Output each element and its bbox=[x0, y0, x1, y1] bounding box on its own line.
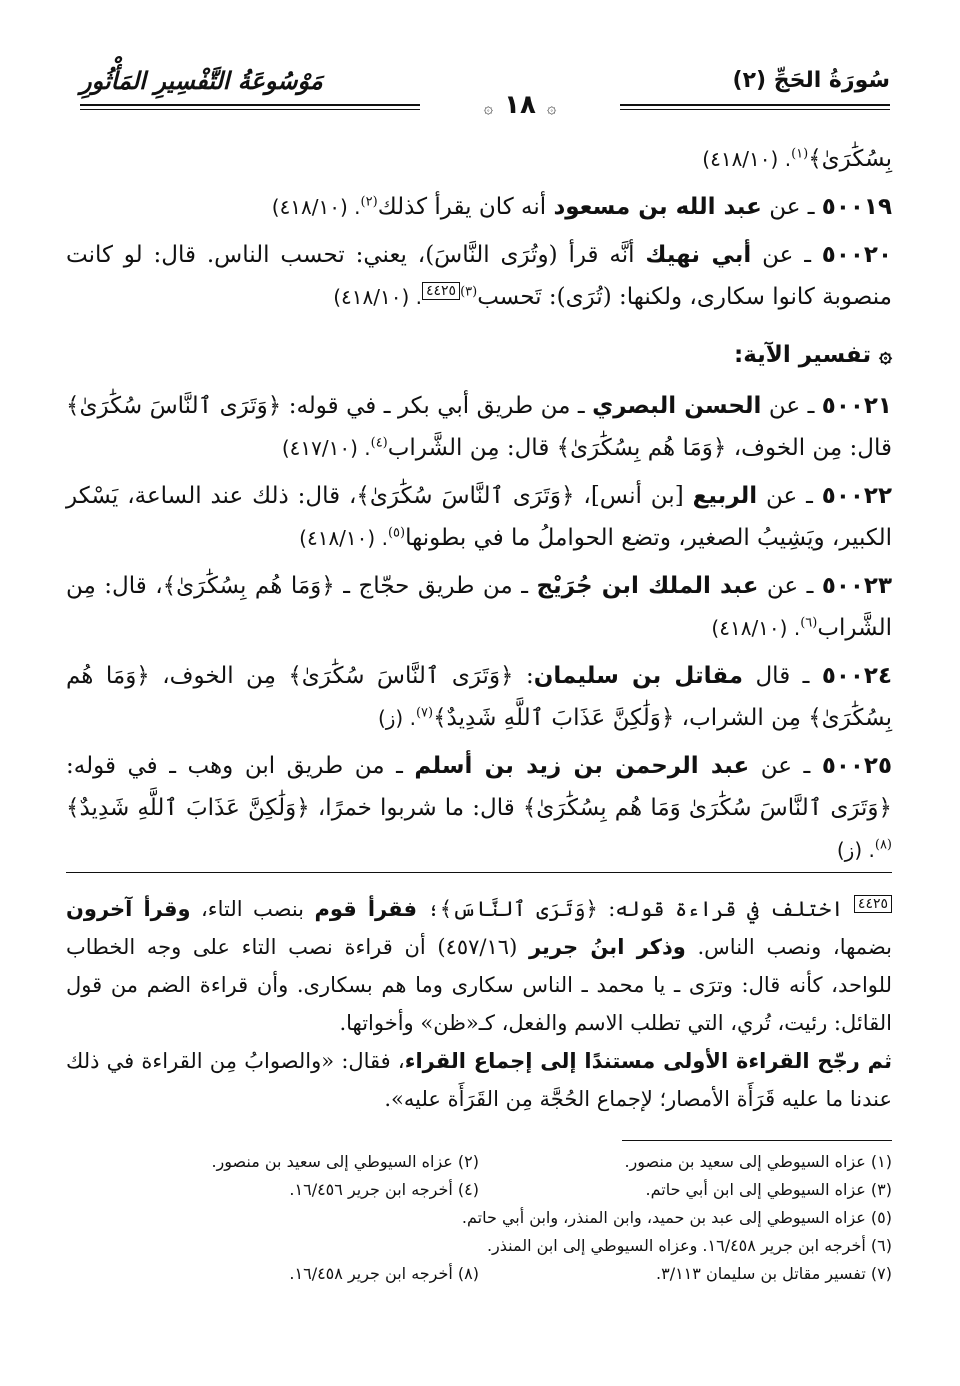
narration-50020 bbox=[66, 234, 892, 318]
divider bbox=[66, 872, 892, 873]
narration-text: أنه كان يقرأ كذلك bbox=[377, 194, 554, 220]
narration-text: ـ من طريق أبي بكر ـ في قوله: ﴿وَتَرَى ٱلنَّاسَ سُكَٰرَىٰ﴾ قال: مِن الخوف، ﴿وَمَا هُم بِسُكَٰرَىٰ﴾ قال: مِن الشَّراب bbox=[66, 393, 892, 461]
narrator-name: مقاتل بن سليمان bbox=[533, 663, 744, 689]
footnote-marker: (٧) bbox=[415, 705, 434, 721]
volume-reference: . (٤١٨/١٠) bbox=[702, 147, 792, 171]
footnote-divider bbox=[622, 1140, 892, 1141]
page-header bbox=[80, 62, 890, 122]
narrator-name: عبد الله بن مسعود bbox=[553, 194, 762, 220]
narrator-name: عبد الرحمن بن زيد بن أسلم bbox=[414, 753, 750, 779]
narration-50024 bbox=[66, 655, 892, 739]
volume-reference: . (٤١٨/١٠) bbox=[333, 285, 422, 309]
footnote-row bbox=[66, 1176, 892, 1204]
narration-lead: ـ عن bbox=[751, 242, 822, 268]
footnotes bbox=[66, 1148, 892, 1288]
narration-50022 bbox=[66, 475, 892, 559]
ornament-icon: ۞ bbox=[879, 343, 892, 368]
note-text: (٤٥٧/١٦) أن قراءة نصب التاء على وجه الخطاب للواحد، كأنه قال: وترَى ـ يا محمد ـ الناس سكارى وما هم بسكارى. وأن قراءة الضم من قول القائل: رئيت، تُري، التي تطلب الاسم والفعل، كـ«ظن» وأخواتها. bbox=[66, 935, 892, 1035]
narration-text: ـ من طريق حجّاج ـ ﴿وَمَا هُم بِسُكَٰرَىٰ﴾، قال: مِن الشَّراب bbox=[66, 573, 892, 641]
volume-reference: . (٤١٨/١٠) bbox=[271, 195, 361, 219]
narration-number: ٥٠٠٢٢ bbox=[821, 483, 892, 509]
footnote-8: (٨) أخرجه ابن جرير ١٦/٤٥٨. bbox=[289, 1264, 479, 1283]
narration-lead: ـ قال bbox=[743, 663, 822, 689]
narration-number: ٥٠٠٢٥ bbox=[821, 753, 893, 779]
narration-lead: ـ عن bbox=[757, 483, 822, 509]
narration-number: ٥٠٠٢٠ bbox=[821, 242, 892, 268]
note-box-marker[interactable]: ٤٤٢٥ bbox=[422, 282, 460, 300]
narrator-name: الربيع bbox=[692, 483, 758, 509]
footnote-row bbox=[66, 1148, 892, 1176]
footnote-marker: (٢) bbox=[360, 194, 378, 210]
footnote-2: (٢) عزاه السيوطي إلى سعيد بن منصور. bbox=[211, 1152, 479, 1171]
footnote-5: (٥) عزاه السيوطي إلى عبد بن حميد، وابن المنذر، وابن أبي حاتم. bbox=[461, 1208, 892, 1227]
footnote-marker: (١) bbox=[791, 146, 809, 162]
narrator-name: الحسن البصري bbox=[592, 393, 762, 419]
volume-reference: . (٤١٨/١٠) bbox=[711, 616, 801, 640]
footnote-marker: (٤) bbox=[370, 435, 388, 451]
book-title: مَوْسُوعَةُ التَّفْسِيرِ المَأْثُورِ bbox=[80, 66, 323, 95]
volume-reference: . (ز) bbox=[836, 838, 875, 862]
footnote-marker: (٦) bbox=[800, 615, 818, 631]
narration-text: ـ من طريق ابن وهب ـ في قوله: ﴿وَتَرَى ٱلنَّاسَ سُكَٰرَىٰ وَمَا هُم بِسُكَٰرَىٰ﴾ قال: ما شربوا خمرًا، ﴿وَلَٰكِنَّ عَذَابَ ٱللَّهِ شَدِيدٌ﴾ bbox=[66, 753, 892, 821]
footnote-3: (٣) عزاه السيوطي إلى ابن أبي حاتم. bbox=[645, 1180, 892, 1199]
footnote-marker: (٣) bbox=[460, 284, 478, 300]
note-paragraph bbox=[66, 890, 892, 1042]
footnote-4: (٤) أخرجه ابن جرير ١٦/٤٥٦. bbox=[289, 1180, 479, 1199]
footnote-7: (٧) تفسير مقاتل بن سليمان ٣/١١٣. bbox=[656, 1264, 892, 1283]
page-number-group bbox=[420, 90, 620, 120]
volume-reference: . (ز) bbox=[377, 706, 416, 730]
narration-number: ٥٠٠١٩ bbox=[821, 194, 892, 220]
footnote-marker: (٥) bbox=[387, 525, 406, 541]
narration-lead: ـ عن bbox=[758, 573, 822, 599]
editor-note-4425 bbox=[66, 890, 892, 1118]
narration-lead: ـ عن bbox=[749, 753, 822, 779]
narration-number: ٥٠٠٢٣ bbox=[821, 573, 893, 599]
paragraph-continuation bbox=[66, 138, 892, 180]
note-emphasis: وذكر ابنُ جرير bbox=[528, 935, 686, 959]
narration-number: ٥٠٠٢١ bbox=[821, 393, 892, 419]
quran-text: بِسُكَٰرَىٰ﴾ bbox=[808, 146, 892, 172]
note-text: بضمها، ونصب الناس. bbox=[685, 935, 892, 959]
note-emphasis: ثم رجّح القراءة الأولى مستندًا إلى إجماع القراء bbox=[404, 1049, 892, 1073]
footnote-1: (١) عزاه السيوطي إلى سعيد بن منصور. bbox=[624, 1152, 892, 1171]
note-emphasis: وقرأ آخرون bbox=[66, 897, 191, 921]
narration-text: [بن أنس]، ﴿وَتَرَى ٱلنَّاسَ سُكَٰرَىٰ﴾، قال: ذلك عند الساعة، يَسْكر الكبير، ويَشِيبُ الصغير، وتضع الحواملُ ما في بطونها bbox=[66, 483, 892, 551]
note-paragraph bbox=[66, 1042, 892, 1118]
footnote-6: (٦) أخرجه ابن جرير ١٦/٤٥٨. وعزاه السيوطي إلى ابن المنذر. bbox=[486, 1236, 892, 1255]
note-emphasis: فقرأ قوم bbox=[314, 897, 417, 921]
footnote-marker: (٨) bbox=[874, 837, 892, 853]
ornament-icon: ۞ bbox=[546, 98, 557, 117]
surah-title: سُورَةُ الحَجِّ (٢) bbox=[732, 68, 890, 93]
ornament-icon: ۞ bbox=[483, 98, 494, 117]
narration-lead: ـ عن bbox=[761, 194, 822, 220]
volume-reference: . (٤١٧/١٠) bbox=[281, 436, 371, 460]
narration-50019 bbox=[66, 186, 892, 228]
narration-50023 bbox=[66, 565, 892, 649]
note-box-marker: ٤٤٢٥ bbox=[854, 895, 892, 913]
narration-number: ٥٠٠٢٤ bbox=[821, 663, 893, 689]
narrator-name: عبد الملك ابن جُرَيْج bbox=[536, 573, 759, 599]
page-number: ١٨ bbox=[504, 90, 536, 120]
footnote-row bbox=[66, 1260, 892, 1288]
main-text bbox=[66, 138, 892, 877]
volume-reference: . (٤١٨/١٠) bbox=[299, 526, 388, 550]
section-heading bbox=[66, 334, 892, 377]
note-text: ، فقال: «والصوابُ مِن القراءة في ذلك عندنا ما عليه قَرَأَة الأمصار؛ لإجماع الحُجَّة مِن القَرَأَة عليه». bbox=[66, 1049, 892, 1111]
narration-text: أنَّه قرأ (وتُرَى النَّاسَ)، يعني: تحسب الناس. قال: لو كانت منصوبة كانوا سكارى، ولكنها: (تُرَى): تَحسب bbox=[66, 242, 892, 310]
note-text: اختلف في قراءة قوله: ﴿وَتَرَى ٱلنَّاسَ﴾؛ bbox=[416, 897, 854, 921]
narration-text: : ﴿وَتَرَى ٱلنَّاسَ سُكَٰرَىٰ﴾ مِن الخوف، ﴿وَمَا هُم بِسُكَٰرَىٰ﴾ مِن الشراب، ﴿وَلَٰكِنَّ عَذَابَ ٱللَّهِ شَدِيدٌ﴾ bbox=[66, 663, 892, 731]
narration-50021 bbox=[66, 385, 892, 469]
narration-50025 bbox=[66, 745, 892, 871]
note-text: بنصب التاء، bbox=[190, 897, 315, 921]
section-title: تفسير الآية: bbox=[734, 342, 872, 368]
narrator-name: أبي نهيك bbox=[645, 242, 752, 268]
narration-lead: ـ عن bbox=[761, 393, 822, 419]
